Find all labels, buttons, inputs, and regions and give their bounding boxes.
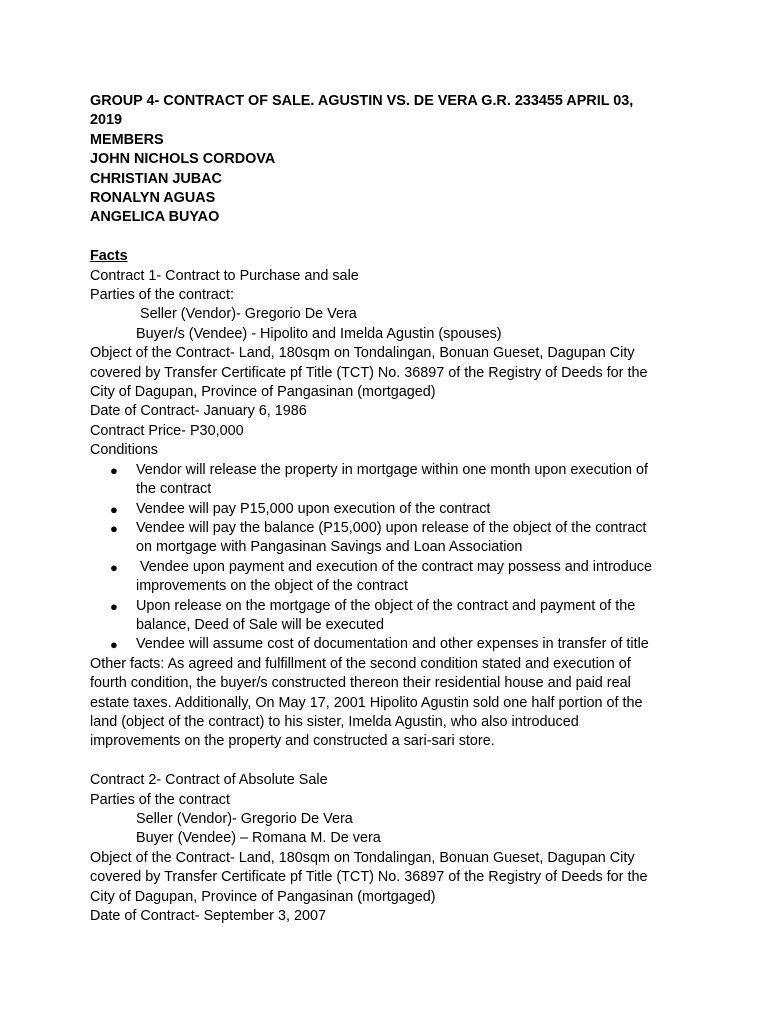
condition-line: Vendee upon payment and execution of the contract may possess and introduce	[136, 558, 653, 575]
contract1-object-line: Object of the Contract- Land, 180sqm on Tondalingan, Bonuan Gueset, Dagupan City	[90, 345, 635, 362]
contract2-title: Contract 2- Contract of Absolute Sale	[90, 772, 328, 789]
bullet-icon: ●	[110, 637, 118, 653]
other-facts-line: Other facts: As agreed and fulfillment of the second condition stated and execution of	[90, 655, 631, 672]
condition-line: Upon release on the mortgage of the object of the contract and payment of the	[136, 597, 636, 614]
blank-line	[90, 228, 690, 247]
document-page	[90, 92, 690, 926]
contract1-price: Contract Price- P30,000	[90, 422, 244, 439]
contract1-seller: Seller (Vendor)- Gregorio De Vera	[140, 306, 357, 323]
contract1-title: Contract 1- Contract to Purchase and sale	[90, 267, 359, 284]
members-label: MEMBERS	[90, 131, 164, 148]
condition-line: on mortgage with Pangasinan Savings and Loan Association	[136, 539, 523, 556]
condition-line: Vendee will pay P15,000 upon execution of the contract	[136, 500, 491, 517]
contract2-object-line: covered by Transfer Certificate pf Title (TCT) No. 36897 of the Registry of Deeds for the	[90, 869, 648, 886]
member-name: ANGELICA BUYAO	[90, 209, 220, 226]
bullet-icon: ●	[110, 598, 118, 614]
contract2-date: Date of Contract- September 3, 2007	[90, 908, 326, 925]
condition-line: Vendee will assume cost of documentation and other expenses in transfer of title	[136, 636, 649, 653]
other-facts-line: improvements on the property and constructed a sari-sari store.	[90, 733, 495, 750]
bullet-icon: ●	[110, 559, 118, 575]
conditions-label: Conditions	[90, 442, 158, 459]
contract2-buyer: Buyer (Vendee) – Romana M. De vera	[136, 830, 381, 847]
conditions-list	[90, 461, 690, 655]
member-name: RONALYN AGUAS	[90, 190, 216, 207]
condition-line: improvements on the object of the contract	[136, 578, 408, 595]
bullet-icon: ●	[110, 501, 118, 517]
condition-line: Vendee will pay the balance (P15,000) upon release of the object of the contract	[136, 519, 647, 536]
other-facts-line: land (object of the contract) to his sister, Imelda Agustin, who also introduced	[90, 713, 579, 730]
condition-line: Vendor will release the property in mortgage within one month upon execution of	[136, 461, 648, 478]
contract2-seller: Seller (Vendor)- Gregorio De Vera	[136, 811, 353, 827]
condition-item	[90, 461, 690, 500]
contract1-buyer: Buyer/s (Vendee) - Hipolito and Imelda Agustin (spouses)	[136, 325, 502, 342]
blank-line	[90, 752, 690, 771]
member-name: JOHN NICHOLS CORDOVA	[90, 151, 276, 168]
contract1-date: Date of Contract- January 6, 1986	[90, 403, 307, 420]
other-facts-line: estate taxes. Additionally, On May 17, 2001 Hipolito Agustin sold one half portion of the	[90, 694, 643, 711]
condition-item	[90, 500, 690, 519]
bullet-icon: ●	[110, 462, 118, 478]
member-name: CHRISTIAN JUBAC	[90, 170, 222, 187]
condition-item	[90, 519, 690, 558]
condition-item	[90, 635, 690, 654]
contract1-parties-label: Parties of the contract:	[90, 287, 234, 304]
other-facts-line: fourth condition, the buyer/s constructed thereon their residential house and paid real	[90, 675, 631, 692]
facts-heading: Facts	[90, 248, 128, 265]
contract2-object-line: City of Dagupan, Province of Pangasinan (mortgaged)	[90, 888, 436, 905]
contract1-object-line: covered by Transfer Certificate pf Title (TCT) No. 36897 of the Registry of Deeds for the	[90, 364, 648, 381]
contract2-object-line: Object of the Contract- Land, 180sqm on Tondalingan, Bonuan Gueset, Dagupan City	[90, 849, 635, 866]
document-title-line-2: 2019	[90, 112, 123, 129]
contract1-object-line: City of Dagupan, Province of Pangasinan (mortgaged)	[90, 384, 436, 401]
document-title-line-1: GROUP 4- CONTRACT OF SALE. AGUSTIN VS. DE VERA G.R. 233455 APRIL 03,	[90, 93, 634, 109]
condition-item	[90, 597, 690, 636]
bullet-icon: ●	[110, 520, 118, 536]
condition-line: the contract	[136, 481, 212, 498]
contract2-parties-label: Parties of the contract	[90, 791, 230, 808]
condition-item	[90, 558, 690, 597]
condition-line: balance, Deed of Sale will be executed	[136, 616, 384, 633]
